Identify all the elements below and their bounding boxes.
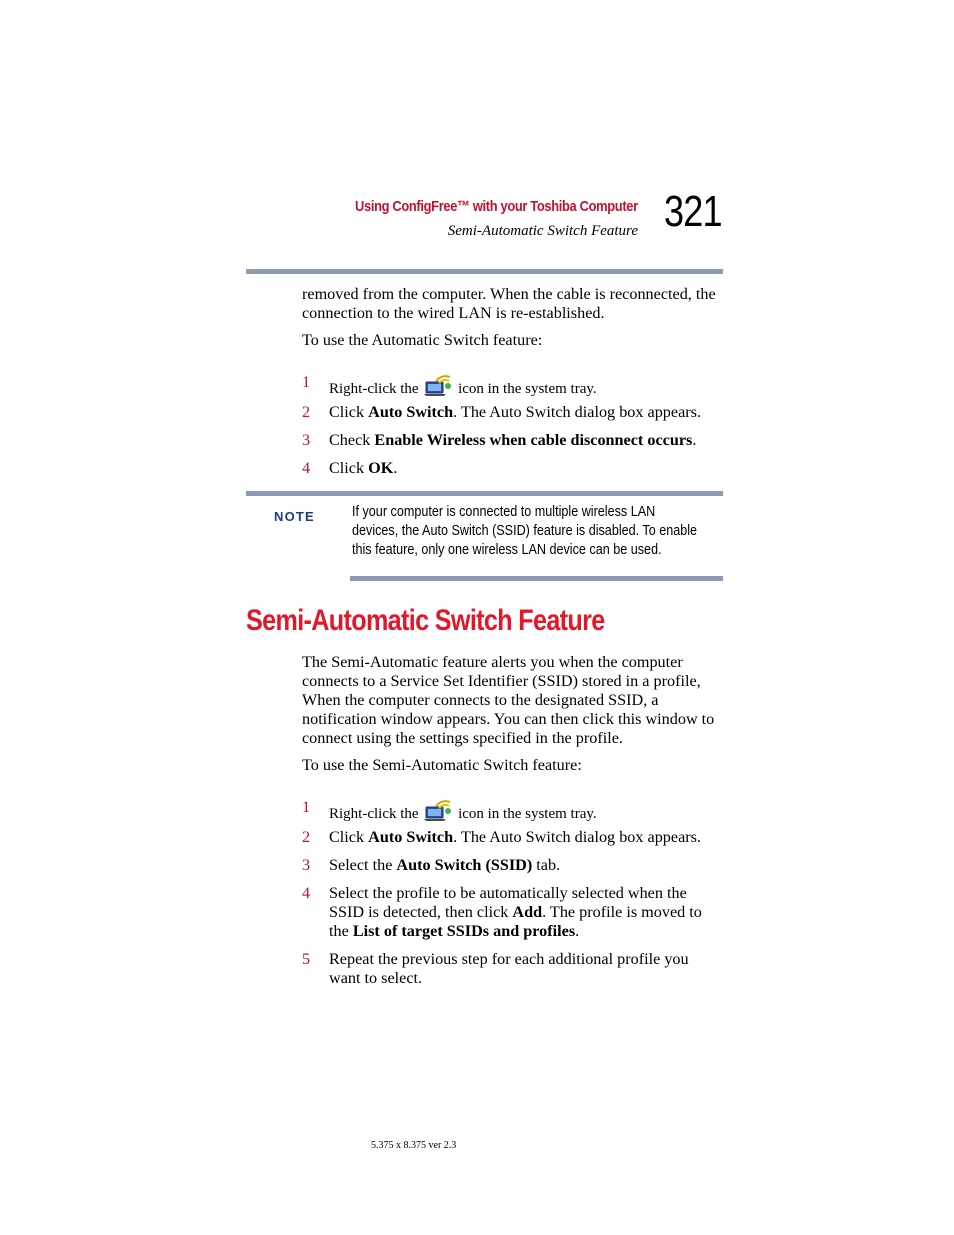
step-text-post: . The Auto Switch dialog box appears.: [453, 403, 701, 421]
step-number: 1: [302, 798, 311, 816]
footer-version: 5.375 x 8.375 ver 2.3: [371, 1140, 457, 1151]
step-text-post: tab.: [532, 856, 561, 874]
step-text-pre: Click: [329, 459, 369, 477]
step-text: [329, 884, 723, 941]
step-text-pre: Click: [329, 828, 369, 846]
continuation-paragraph: removed from the computer. When the cable is reconnected, the connection to the wired LAN is re-established.: [302, 285, 716, 322]
step-text-pre: Right-click the: [329, 381, 419, 397]
note-text: If your computer is connected to multiple wireless LAN devices, the Auto Switch (SSID) feature is disabled. To enable this feature, only one wireless LAN device can be used.: [352, 503, 698, 558]
step-text-post: icon in the system tray.: [458, 381, 597, 397]
step-number: 5: [302, 950, 311, 968]
ui-term: OK: [368, 459, 394, 477]
configfree-tray-icon: [424, 798, 452, 822]
step-text-post: .: [692, 431, 697, 449]
step-text-pre: Select the profile to be automatically selected when the SSID is detected, then click: [329, 884, 687, 921]
step-number: 3: [302, 856, 311, 874]
step-text: [329, 798, 729, 824]
step-number: 4: [302, 884, 311, 902]
step-text-pre: Right-click the: [329, 806, 419, 822]
step-text: [329, 403, 729, 422]
step-number: 1: [302, 373, 311, 391]
step-text-pre: Check: [329, 431, 375, 449]
step-text-pre: Repeat the previous step for each additional profile you want to select.: [329, 950, 689, 987]
step-number: 2: [302, 403, 311, 421]
note-top-rule: [246, 491, 723, 496]
step-text: [329, 373, 729, 399]
step-text-post: icon in the system tray.: [458, 806, 597, 822]
step-number: 3: [302, 431, 311, 449]
ui-term: Enable Wireless when cable disconnect occurs: [374, 431, 693, 449]
section-lead-in: To use the Semi-Automatic Switch feature:: [302, 756, 582, 774]
configfree-tray-icon: [424, 373, 452, 397]
step-text: [329, 431, 729, 450]
step-text: [329, 459, 729, 478]
chapter-title: Using ConfigFree™ with your Toshiba Computer: [355, 198, 638, 215]
ui-term: Add: [512, 903, 543, 921]
section-heading: Semi-Automatic Switch Feature: [246, 604, 605, 637]
lead-in-paragraph: To use the Automatic Switch feature:: [302, 331, 543, 349]
step-text: [329, 856, 729, 875]
step-text: [329, 950, 723, 988]
ui-term: Auto Switch (SSID): [396, 856, 533, 874]
note-bottom-rule: [350, 576, 723, 581]
step-text-mid: . The profile is moved to the: [329, 903, 702, 940]
step-number: 2: [302, 828, 311, 846]
header-rule: [246, 269, 723, 274]
ui-term: Auto Switch: [368, 403, 454, 421]
step-number: 4: [302, 459, 311, 477]
note-label: NOTE: [274, 509, 315, 524]
section-title: Semi-Automatic Switch Feature: [447, 223, 638, 239]
step-text-pre: Click: [329, 403, 369, 421]
ui-term: Auto Switch: [368, 828, 454, 846]
page-number: 321: [664, 187, 722, 236]
step-text-post: . The Auto Switch dialog box appears.: [453, 828, 701, 846]
step-text-post: .: [575, 922, 580, 940]
ui-term: List of target SSIDs and profiles: [352, 922, 576, 940]
step-text: [329, 828, 729, 847]
step-text-post: .: [393, 459, 398, 477]
section-body-paragraph: The Semi-Automatic feature alerts you when the computer connects to a Service Set Identifier (SSID) stored in a profile, When the computer connects to the designated SSID, a notification window appears. You can then click this window to connect using the settings specified in the profile.: [302, 653, 715, 747]
step-text-pre: Select the: [329, 856, 397, 874]
